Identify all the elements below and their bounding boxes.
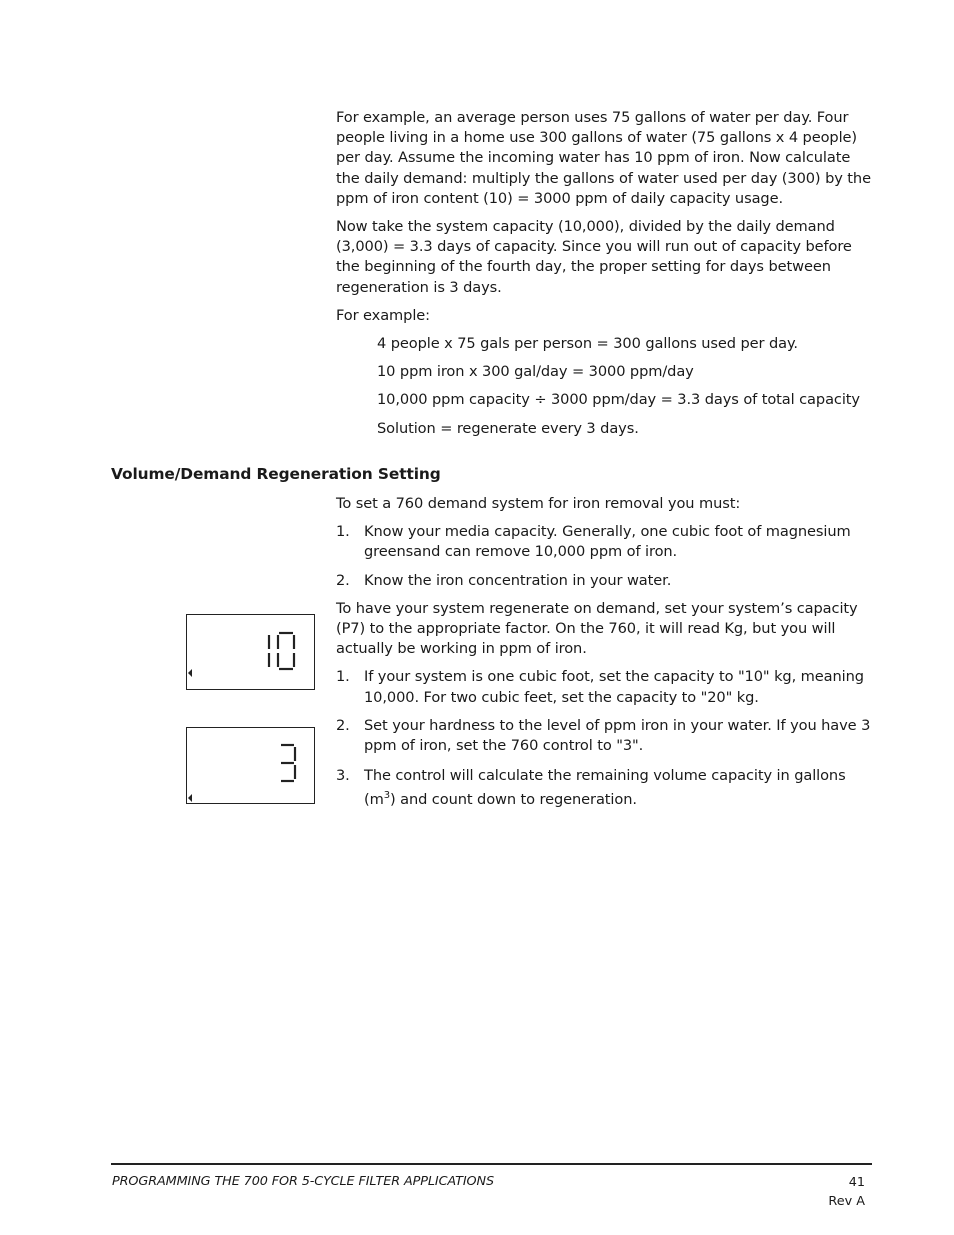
list-item [336, 667, 872, 707]
demand-paragraph: To have your system regenerate on demand, set your system’s capacity (P7) to the appropriate factor. On the 760, it will read Kg, but you will actually be working in ppm of iron. [336, 599, 858, 658]
list-number: 1. [336, 668, 350, 686]
footer-page-info [828, 1173, 865, 1211]
calculation-line: 4 people x 75 gals per person = 300 gallons used per day. [377, 335, 798, 353]
revision-label: Rev A [828, 1194, 865, 1209]
list-number: 2. [336, 571, 350, 589]
list-text: Know the iron concentration in your water. [364, 571, 672, 589]
section-intro: To set a 760 demand system for iron removal you must: [336, 495, 741, 512]
list-item [336, 764, 872, 812]
list-item [336, 716, 872, 756]
section-block [336, 494, 872, 820]
calculation-line: 10,000 ppm capacity ÷ 3000 ppm/day = 3.3 days of total capacity [377, 391, 860, 409]
list-text: ) and count down to regeneration. [389, 791, 637, 809]
intro-block [336, 108, 872, 447]
list-item [336, 522, 872, 562]
calculation-line: Solution = regenerate every 3 days. [377, 419, 639, 437]
lcd-display-10 [186, 614, 315, 690]
list-number: 3. [336, 767, 350, 785]
list-number: 2. [336, 716, 350, 734]
list-text: Set your hardness to the level of ppm iron in your water. If you have 3 ppm of iron, set the 760 control to "3". [364, 716, 871, 755]
list-text: Know your media capacity. Generally, one cubic foot of magnesium greensand can remove 10,000 ppm of iron. [364, 523, 851, 561]
superscript: 3 [383, 790, 390, 802]
footer-divider [111, 1163, 872, 1165]
seven-segment-digits [187, 615, 316, 691]
indicator-arrow-icon [188, 794, 192, 802]
list-text: If your system is one cubic foot, set the capacity to "10" kg, meaning 10,000. For two cubic feet, set the capacity to "20" kg. [364, 668, 864, 706]
footer-title: PROGRAMMING THE 700 FOR 5-CYCLE FILTER APPLICATIONS [112, 1174, 495, 1189]
section-heading: Volume/Demand Regeneration Setting [111, 465, 441, 483]
seven-segment-digits [187, 728, 316, 805]
example-paragraph: For example, an average person uses 75 gallons of water per day. Four people living in a home use 300 gallons of water (75 gallons x 4 people) per day. Assume the incoming water has 10 ppm of iron. Now calculate the daily demand: multiply the gallons of water used per day (300) by the ppm of iron content (10) = 3000 ppm of daily capacity usage. [336, 109, 871, 207]
list-number: 1. [336, 523, 350, 541]
list-text: The control will calculate the remaining volume capacity in gallons (m [364, 767, 846, 809]
calculation-line: 10 ppm iron x 300 gal/day = 3000 ppm/day [377, 363, 694, 381]
for-example-label: For example: [336, 306, 430, 324]
list-item [336, 571, 872, 591]
page-number: 41 [848, 1175, 865, 1190]
indicator-arrow-icon [188, 669, 192, 677]
capacity-paragraph: Now take the system capacity (10,000), divided by the daily demand (3,000) = 3.3 days of capacity. Since you will run out of capacity before the beginning of the fourth day, the proper setting for days between regeneration is 3 days. [336, 218, 852, 296]
example-calculation [336, 334, 872, 439]
lcd-display-3 [186, 727, 315, 804]
